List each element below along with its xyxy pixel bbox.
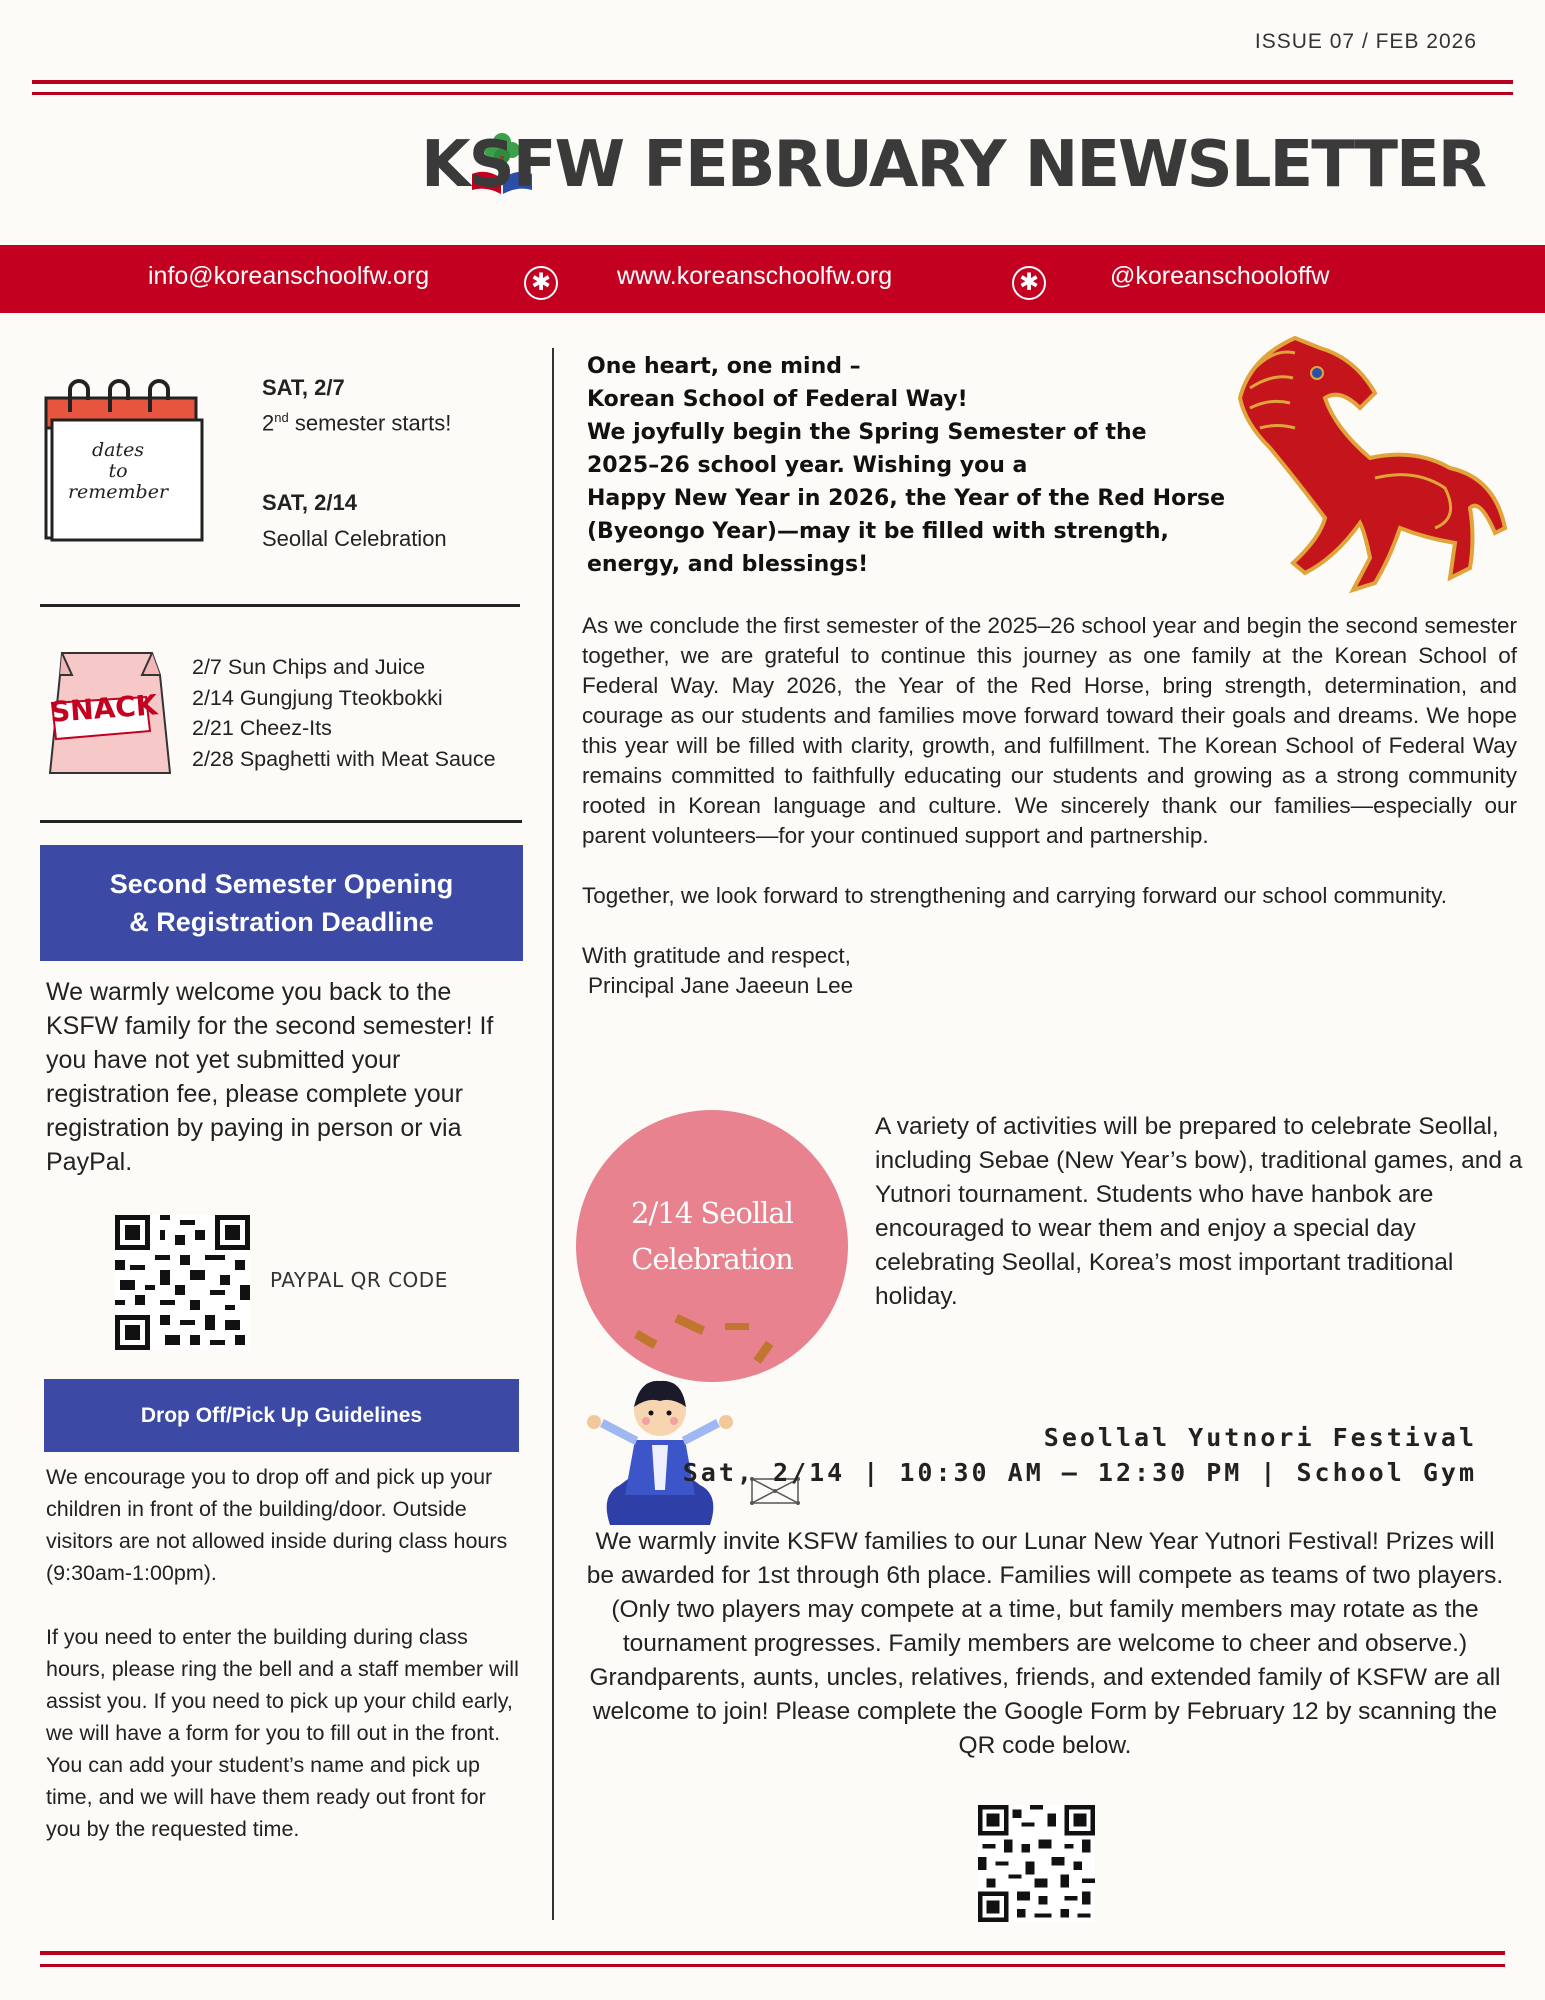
email-link[interactable]: info@koreanschoolfw.org <box>148 262 430 290</box>
seollal-badge-label: 2/14 Seollal Celebration <box>631 1196 793 1276</box>
header-rule-bottom <box>32 92 1513 95</box>
red-horse-icon <box>1225 328 1515 608</box>
date-description: Seollal Celebration <box>262 526 447 551</box>
section-divider <box>40 820 522 823</box>
snack-bag-label: SNACK <box>48 688 159 729</box>
dropoff-body <box>46 1461 526 1845</box>
festival-title: Seollal Yutnori Festival <box>1043 1423 1477 1452</box>
contact-band <box>0 245 1545 313</box>
footer-rule-bottom <box>40 1964 1505 1967</box>
festival-time: Sat, 2/14 | 10:30 AM – 12:30 PM | School Gym <box>682 1458 1477 1487</box>
paypal-qr-label: PAYPAL QR CODE <box>270 1268 448 1292</box>
footer-rule-top <box>40 1951 1505 1955</box>
letter-body <box>582 611 1517 1001</box>
yut-sticks-icon <box>630 1310 790 1380</box>
snack-list <box>192 652 496 774</box>
letter-paragraph: As we conclude the first semester of the 2025–26 school year and begin the second semester together, we are grateful to continue this journey as one family at the Korean School of Federal Way. May 2026, the Year of the Red Horse, bring strength, determination, and courage as our students and families move forward toward their goals and dreams. We hope this year will be filled with clarity, growth, and fulfillment. The Korean School of Federal Way remains committed to faithfully educating our students and growing as a strong community rooted in Korean language and culture. We sincerely thank our families—especially our parent volunteers—for your continued support and partnership. <box>582 613 1517 848</box>
dropoff-heading: Drop Off/Pick Up Guidelines <box>44 1379 519 1452</box>
letter-paragraph: Together, we look forward to strengthening and carrying forward our school community. <box>582 883 1448 908</box>
list-item: 2/7 Sun Chips and Juice <box>192 655 426 679</box>
dropoff-paragraph: If you need to enter the building during class hours, please ring the bell and a staff member will assist you. If you need to pick up your child early, we will have a form for you to fill out in the front. You can add your student’s name and pick up time, and we will have them ready out front for you by the requested time. <box>46 1625 519 1841</box>
list-item: 2/14 Gungjung Tteokbokki <box>192 685 443 710</box>
header-rule-top <box>32 80 1513 84</box>
festival-body: We warmly invite KSFW families to our Lunar New Year Yutnori Festival! Prizes will be awarded for 1st through 6th place. Families will compete as teams of two players. (Only two players may compete at a time, but family members may rotate as the tournament progresses. Family members are welcome to cheer and observe.) Grandparents, aunts, uncles, relatives, friends, and extended family of KSFW are all welcome to join! Please complete the Google Form by February 12 by scanning the QR code below. <box>586 1528 1504 1759</box>
letter-closing: With gratitude and respect, <box>582 943 851 968</box>
date-label: SAT, 2/7 <box>262 375 345 400</box>
asterisk-icon: ✱ <box>524 266 558 300</box>
seollal-body: A variety of activities will be prepared to celebrate Seollal, including Sebae (New Year’s bow), traditional games, and a Yutnori tournament. Students who have hanbok are encouraged to wear them and enjoy a special day celebrating Seollal, Korea’s most important traditional holiday. <box>875 1113 1523 1310</box>
google-form-qr-code[interactable] <box>978 1805 1095 1922</box>
section-divider <box>40 604 520 607</box>
registration-heading: Second Semester Opening & Registration Deadline <box>40 845 523 961</box>
dropoff-paragraph: We encourage you to drop off and pick up your children in front of the building/door. Outside visitors are not allowed inside during class hours (9:30am-1:00pm). <box>46 1465 508 1585</box>
asterisk-icon: ✱ <box>1012 266 1046 300</box>
date-label: SAT, 2/14 <box>262 490 357 515</box>
issue-label: ISSUE 07 / FEB 2026 <box>1254 30 1477 53</box>
newsletter-title: KSFW FEBRUARY NEWSLETTER <box>421 128 1485 202</box>
date-description: 2nd semester starts! <box>262 410 452 436</box>
registration-body: We warmly welcome you back to the KSFW family for the second semester! If you have not yet submitted your registration fee, please complete your registration by paying in person or via PayPal. <box>46 978 494 1176</box>
column-divider <box>552 348 554 1920</box>
hanbok-child-icon <box>580 1375 740 1530</box>
website-link[interactable]: www.koreanschoolfw.org <box>617 262 893 290</box>
letter-signature: Principal Jane Jaeeun Lee <box>588 973 854 998</box>
letter-intro: One heart, one mind – Korean School of Federal Way! We joyfully begin the Spring Semester of the 2025–26 school year. Wishing you a Happy New Year in 2026, the Year of the Red Horse (Byeongo Year)—may it be filled with strength, energy, and blessings! <box>587 354 1226 577</box>
list-item: 2/21 Cheez-Its <box>192 716 332 740</box>
list-item: 2/28 Spaghetti with Meat Sauce <box>192 746 496 771</box>
paypal-qr-code[interactable] <box>115 1215 250 1350</box>
social-handle-link[interactable]: @koreanschooloffw <box>1110 262 1330 290</box>
dates-to-remember-label: dates to remember <box>67 439 169 503</box>
